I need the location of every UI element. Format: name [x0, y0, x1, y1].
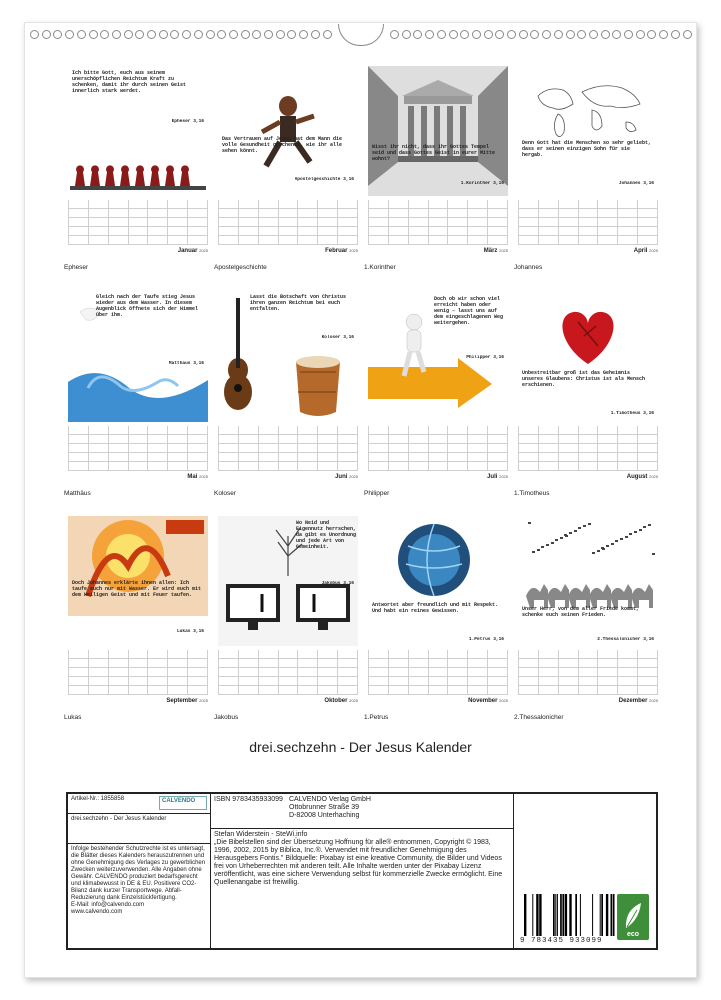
- date-grid: [368, 200, 508, 245]
- binding-ring: [323, 30, 332, 39]
- binding-ring: [182, 30, 191, 39]
- binding-ring: [566, 30, 575, 39]
- binding-ring: [530, 30, 539, 39]
- month-november: [364, 516, 508, 726]
- month-label: Februar: [325, 248, 348, 254]
- month-label: Oktober: [324, 698, 348, 704]
- month-year: 2025: [199, 474, 208, 479]
- date-grid: [218, 200, 358, 245]
- binding-ring: [124, 30, 133, 39]
- legal-paragraph: Infolge bestehender Schutzrechte ist es untersagt, die Blätter dieses Kalenders herauszutrennen und ohne Genehmigung des Verlages zu gewerblichen Zwecken weiterzuverwenden. Alle Angaben ohne Gewähr. CALVENDO produziert bedarfsgerecht und klimabewusst in DE & EU. Positivere CO2-Bilanz dank kurzer Transportwege. Abfall-Reduzierung dank Einzelstückfertigung.: [71, 846, 206, 901]
- eco-text: eco: [626, 931, 640, 938]
- bible-verse: Lasst die Botschaft von Christus ihren ganzen Reichtum bei euch entfalten.: [250, 294, 347, 312]
- bible-book: 1.Korinther: [364, 264, 396, 271]
- bible-book: Koloser: [214, 490, 237, 497]
- binding-ring: [276, 30, 285, 39]
- publisher-line: D-82008 Unterhaching: [289, 812, 360, 819]
- binding-ring: [460, 30, 469, 39]
- bible-verse: Unser Herr, von dem aller Friede kommt, schenke euch seinen Frieden.: [522, 606, 640, 618]
- bible-book: Matthäus: [64, 490, 91, 497]
- binding-ring: [299, 30, 308, 39]
- month-image-dove: [68, 292, 208, 422]
- binding-ring: [159, 30, 168, 39]
- month-mai: [64, 292, 208, 502]
- bible-book: Johannes: [514, 264, 543, 271]
- article-number: Artikel-Nr.: 1855858: [71, 796, 125, 802]
- bible-book: Lukas: [64, 714, 82, 721]
- month-name: [166, 698, 208, 704]
- binding-ring: [252, 30, 261, 39]
- bible-verse: Antwortet aber freundlich und mit Respekt. Und habt ein reines Gewissen.: [372, 602, 499, 614]
- month-januar: [64, 66, 208, 276]
- bible-reference: 2.Thessalonicher 3,16: [597, 637, 654, 642]
- binding-ring: [217, 30, 226, 39]
- month-year: 2025: [649, 248, 658, 253]
- bible-reference: Apostelgeschichte 3,16: [294, 177, 354, 182]
- month-name: [484, 248, 508, 254]
- binding-ring: [413, 30, 422, 39]
- binding-ring: [241, 30, 250, 39]
- bible-reference: Philipper 3,16: [466, 355, 504, 360]
- date-grid: [68, 200, 208, 245]
- month-label: November: [468, 698, 498, 704]
- info-box: [66, 792, 658, 950]
- bible-verse: Doch ob wir schon viel erreicht haben oder wenig – lasst uns auf dem eingeschlagenen Weg weitergehen.: [434, 296, 504, 326]
- binding-ring: [472, 30, 481, 39]
- product-cell: [68, 814, 210, 844]
- credits-text: „Die Bibelstellen sind der Übersetzung Hoffnung für alle® entnommen, Copyright © 1983, 1996, 2002, 2015 by Biblica, Inc.®. Verwendet mit freundlicher Genehmigung des Herausgebers Fontis." Bildquelle: Pixabay ist eine kreative Community, die Bilder und Videos frei von Urheberrechten mit anderen teilt. Alle Inhalte werden unter der Pixabay Lizenz veröffentlicht, was eine sichere Verwendung selbst für kommerzielle Zwecke ermöglicht. Eine Quellenangabe ist freiwillig.: [214, 839, 503, 886]
- binding-ring: [147, 30, 156, 39]
- month-april: [514, 66, 658, 276]
- month-name: [619, 698, 658, 704]
- product-name: drei.sechzehn - Der Jesus Kalender: [71, 816, 167, 822]
- calvendo-logo: CALVENDO: [159, 796, 207, 810]
- date-grid: [68, 650, 208, 695]
- month-image-camels: [518, 516, 658, 646]
- bible-verse: Unbestreitbar groß ist das Geheimnis unseres Glaubens: Christus ist als Mensch erschienen.: [522, 370, 646, 388]
- bible-verse: Gleich nach der Taufe stieg Jesus wieder aus dem Wasser. In diesem Augenblick öffnete sich der Himmel über ihm.: [96, 294, 199, 318]
- month-name: [325, 248, 358, 254]
- binding-ring: [65, 30, 74, 39]
- credits: [214, 831, 504, 887]
- date-grid: [218, 650, 358, 695]
- month-year: 2025: [199, 698, 208, 703]
- binding-ring: [30, 30, 39, 39]
- binding-ring: [402, 30, 411, 39]
- month-label: September: [166, 698, 198, 704]
- month-image-heart: [518, 292, 658, 422]
- month-label: März: [483, 248, 498, 254]
- bible-book: 1.Timotheus: [514, 490, 550, 497]
- month-label: Mai: [187, 474, 198, 480]
- info-right-column: [513, 794, 656, 948]
- binding-ring: [264, 30, 273, 39]
- binding-ring: [507, 30, 516, 39]
- month-september: [64, 516, 208, 726]
- month-label: Juni: [335, 474, 348, 480]
- bible-reference: Lukas 3,16: [176, 629, 204, 634]
- month-februar: [214, 66, 358, 276]
- binding-ring: [601, 30, 610, 39]
- binding-ring: [636, 30, 645, 39]
- month-label: August: [626, 474, 648, 480]
- date-grid: [368, 426, 508, 471]
- binding-ring: [589, 30, 598, 39]
- binding-ring: [647, 30, 656, 39]
- month-year: 2025: [199, 248, 208, 253]
- month-year: 2025: [349, 248, 358, 253]
- month-year: 2025: [499, 474, 508, 479]
- binding-ring: [519, 30, 528, 39]
- binding-ring: [624, 30, 633, 39]
- month-name: [634, 248, 658, 254]
- month-label: Dezember: [618, 698, 648, 704]
- publisher-line: CALVENDO Verlag GmbH: [289, 796, 371, 803]
- month-august: [514, 292, 658, 502]
- month-märz: [364, 66, 508, 276]
- barcode-image: [522, 894, 617, 936]
- binding-ring: [77, 30, 86, 39]
- bible-book: Epheser: [64, 264, 89, 271]
- date-grid: [218, 426, 358, 471]
- month-year: 2025: [649, 698, 658, 703]
- binding-ring: [542, 30, 551, 39]
- binding-ring: [112, 30, 121, 39]
- barcode-number: 9 783435 933099: [520, 937, 603, 945]
- bible-verse: Wisst ihr nicht, dass ihr Gottes Tempel seid und dass Gottes Geist in eurer Mitte wohnt?: [372, 144, 496, 162]
- bible-verse: Doch Johannes erklärte ihnen allen: Ich taufe euch nur mit Wasser. Er wird euch mit dem Heiligen Geist und mit Feuer taufen.: [72, 580, 202, 598]
- bible-verse: Ich bitte Gott, euch aus seinem unerschöpflichen Reichtum Kraft zu schenken, damit ihr durch seinen Geist innerlich stark werdet.: [72, 70, 187, 94]
- legal-text: [68, 844, 210, 918]
- binding-ring: [311, 30, 320, 39]
- month-name: [178, 248, 208, 254]
- publisher-line: Ottobrunner Straße 39: [289, 804, 360, 811]
- binding-ring: [671, 30, 680, 39]
- month-year: 2025: [499, 248, 508, 253]
- bible-reference: 1.Petrus 3,16: [468, 637, 504, 642]
- bible-book: 2.Thessalonicher: [514, 714, 564, 721]
- month-image-worldmap: [518, 66, 658, 196]
- month-dezember: [514, 516, 658, 726]
- binding-ring: [53, 30, 62, 39]
- bible-reference: Johannes 3,16: [618, 181, 654, 186]
- month-label: Januar: [177, 248, 198, 254]
- bible-reference: 1.Timotheus 3,16: [610, 411, 654, 416]
- month-image-arrow: [368, 292, 508, 422]
- month-image-temple: [368, 66, 508, 196]
- month-name: [468, 698, 508, 704]
- month-juni: [214, 292, 358, 502]
- month-juli: [364, 292, 508, 502]
- binding-ring: [135, 30, 144, 39]
- binding-ring: [683, 30, 692, 39]
- month-image-chess: [68, 66, 208, 196]
- info-middle-column: [211, 794, 513, 948]
- bible-verse: Wo Neid und Eigennutz herrschen, da gibt es Unordnung und jede Art von Gemeinheit.: [296, 520, 356, 550]
- binding-ring: [194, 30, 203, 39]
- binding-ring: [42, 30, 51, 39]
- bible-book: 1.Petrus: [364, 714, 389, 721]
- binding-ring: [229, 30, 238, 39]
- month-oktober: [214, 516, 358, 726]
- bible-reference: 1.Korinther 3,16: [460, 181, 504, 186]
- month-label: April: [633, 248, 648, 254]
- bible-verse: Denn Gott hat die Menschen so sehr geliebt, dass er seinen einzigen Sohn für sie hergab.: [522, 140, 652, 158]
- binding-ring: [449, 30, 458, 39]
- month-year: 2025: [499, 698, 508, 703]
- web-link[interactable]: www.calvendo.com: [71, 909, 123, 915]
- eco-label: [617, 894, 649, 940]
- bible-reference: Koloser 3,16: [321, 335, 354, 340]
- date-grid: [518, 200, 658, 245]
- binding-ring: [425, 30, 434, 39]
- binding-ring: [612, 30, 621, 39]
- bible-book: Philipper: [364, 490, 390, 497]
- bible-verse: Das Vertrauen auf Jesus hat dem Mann die volle Gesundheit geschenkt, wie ihr alle sehen könnt.: [222, 136, 343, 154]
- month-name: [324, 698, 358, 704]
- binding-ring: [484, 30, 493, 39]
- binding-ring: [554, 30, 563, 39]
- binding-ring: [170, 30, 179, 39]
- month-year: 2025: [649, 474, 658, 479]
- month-name: [627, 474, 658, 480]
- author: Stefan Widerstein - SteWi.info: [214, 831, 308, 838]
- month-image-runner: [218, 66, 358, 196]
- publisher-address: [289, 796, 371, 820]
- article-cell: [68, 794, 210, 814]
- binding-ring: [206, 30, 215, 39]
- bible-reference: Jakobus 3,16: [321, 581, 354, 586]
- email-link[interactable]: E-Mail: info@calvendo.com: [71, 902, 145, 908]
- date-grid: [68, 426, 208, 471]
- bible-reference: Matthäus 3,16: [168, 361, 204, 366]
- binding-ring: [100, 30, 109, 39]
- date-grid: [518, 650, 658, 695]
- month-year: 2025: [349, 474, 358, 479]
- date-grid: [368, 650, 508, 695]
- month-name: [335, 474, 358, 480]
- month-name: [187, 474, 208, 480]
- bible-book: Jakobus: [214, 714, 239, 721]
- binding-ring: [437, 30, 446, 39]
- month-image-fire: [68, 516, 208, 646]
- date-grid: [518, 426, 658, 471]
- month-image-tree: [218, 516, 358, 646]
- month-label: Juli: [487, 474, 498, 480]
- month-image-instruments: [218, 292, 358, 422]
- calendar-title: drei.sechzehn - Der Jesus Kalender: [249, 739, 472, 755]
- binding-ring: [495, 30, 504, 39]
- bible-reference: Epheser 3,16: [171, 119, 204, 124]
- month-image-globe: [368, 516, 508, 646]
- binding-ring: [390, 30, 399, 39]
- binding-ring: [287, 30, 296, 39]
- isbn: ISBN 9783435933099: [214, 796, 283, 803]
- binding-ring: [89, 30, 98, 39]
- month-year: 2025: [349, 698, 358, 703]
- info-left-column: [68, 794, 211, 948]
- bible-book: Apostelgeschichte: [214, 264, 267, 271]
- binding-ring: [577, 30, 586, 39]
- binding-ring: [659, 30, 668, 39]
- month-name: [487, 474, 508, 480]
